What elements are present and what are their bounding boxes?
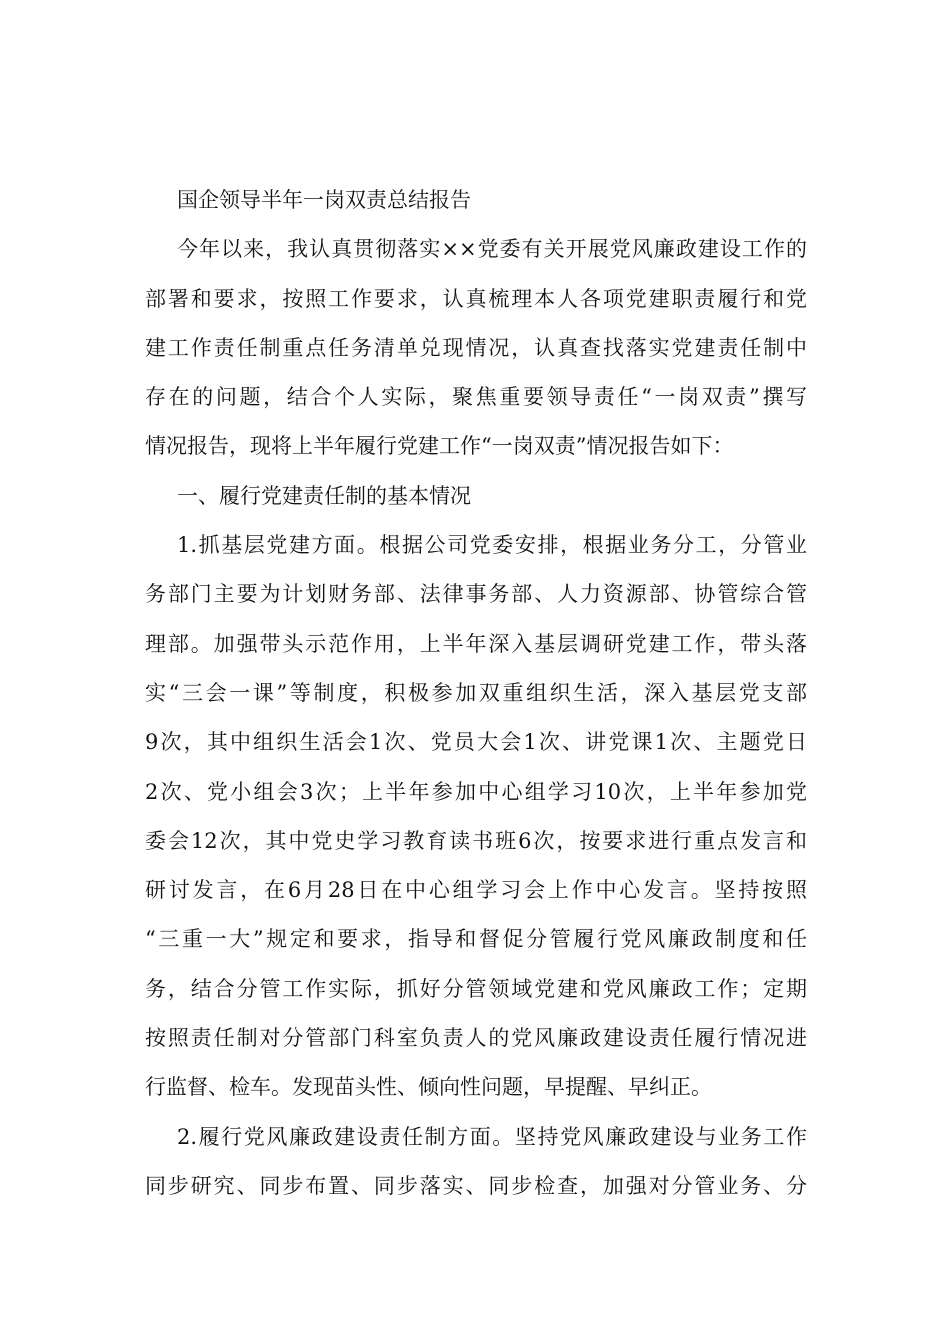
intro-paragraph bbox=[145, 225, 807, 471]
text-line: 2.履行党风廉政建设责任制方面。坚持党风廉政建设与业务工作 bbox=[177, 1124, 807, 1149]
text-line: 部署和要求，按照工作要求，认真梳理本人各项党建职责履行和党 bbox=[145, 286, 807, 311]
text-line: 今年以来，我认真贯彻落实××党委有关开展党风廉政建设工作的 bbox=[177, 237, 807, 262]
paragraph-integrity-responsibility bbox=[145, 1113, 807, 1212]
text-line: 务部门主要为计划财务部、法律事务部、人力资源部、协管综合管 bbox=[145, 582, 807, 607]
text-line: “三重一大”规定和要求，指导和督促分管履行党风廉政制度和任 bbox=[145, 927, 807, 952]
text-line: 1.抓基层党建方面。根据公司党委安排，根据业务分工，分管业 bbox=[177, 533, 807, 558]
text-line: 情况报告，现将上半年履行党建工作“一岗双责”情况报告如下： bbox=[145, 434, 734, 459]
text-line: 2次、党小组会3次；上半年参加中心组学习10次，上半年参加党 bbox=[145, 779, 807, 804]
paragraph-party-building bbox=[145, 521, 807, 1113]
text-line: 9次，其中组织生活会1次、党员大会1次、讲党课1次、主题党日 bbox=[145, 730, 807, 755]
text-line: 理部。加强带头示范作用，上半年深入基层调研党建工作，带头落 bbox=[145, 631, 807, 656]
document-title: 国企领导半年一岗双责总结报告 bbox=[177, 188, 471, 212]
text-line: 同步研究、同步布置、同步落实、同步检查，加强对分管业务、分 bbox=[145, 1173, 807, 1198]
text-line: 按照责任制对分管部门科室负责人的党风廉政建设责任履行情况进 bbox=[145, 1026, 807, 1051]
text-line: 研讨发言，在6月28日在中心组学习会上作中心发言。坚持按照 bbox=[145, 878, 807, 903]
text-line: 建工作责任制重点任务清单兑现情况，认真查找落实党建责任制中 bbox=[145, 335, 807, 360]
section-heading: 一、履行党建责任制的基本情况 bbox=[177, 483, 471, 508]
text-line: 存在的问题，结合个人实际，聚焦重要领导责任“一岗双责”撰写 bbox=[145, 385, 807, 410]
text-line: 务，结合分管工作实际，抓好分管领域党建和党风廉政工作；定期 bbox=[145, 976, 807, 1001]
text-line: 行监督、检车。发现苗头性、倾向性问题，早提醒、早纠正。 bbox=[145, 1075, 712, 1100]
document-body bbox=[145, 176, 807, 1211]
text-line: 实“三会一课”等制度，积极参加双重组织生活，深入基层党支部 bbox=[145, 680, 807, 705]
text-line: 委会12次，其中党史学习教育读书班6次，按要求进行重点发言和 bbox=[145, 828, 807, 853]
